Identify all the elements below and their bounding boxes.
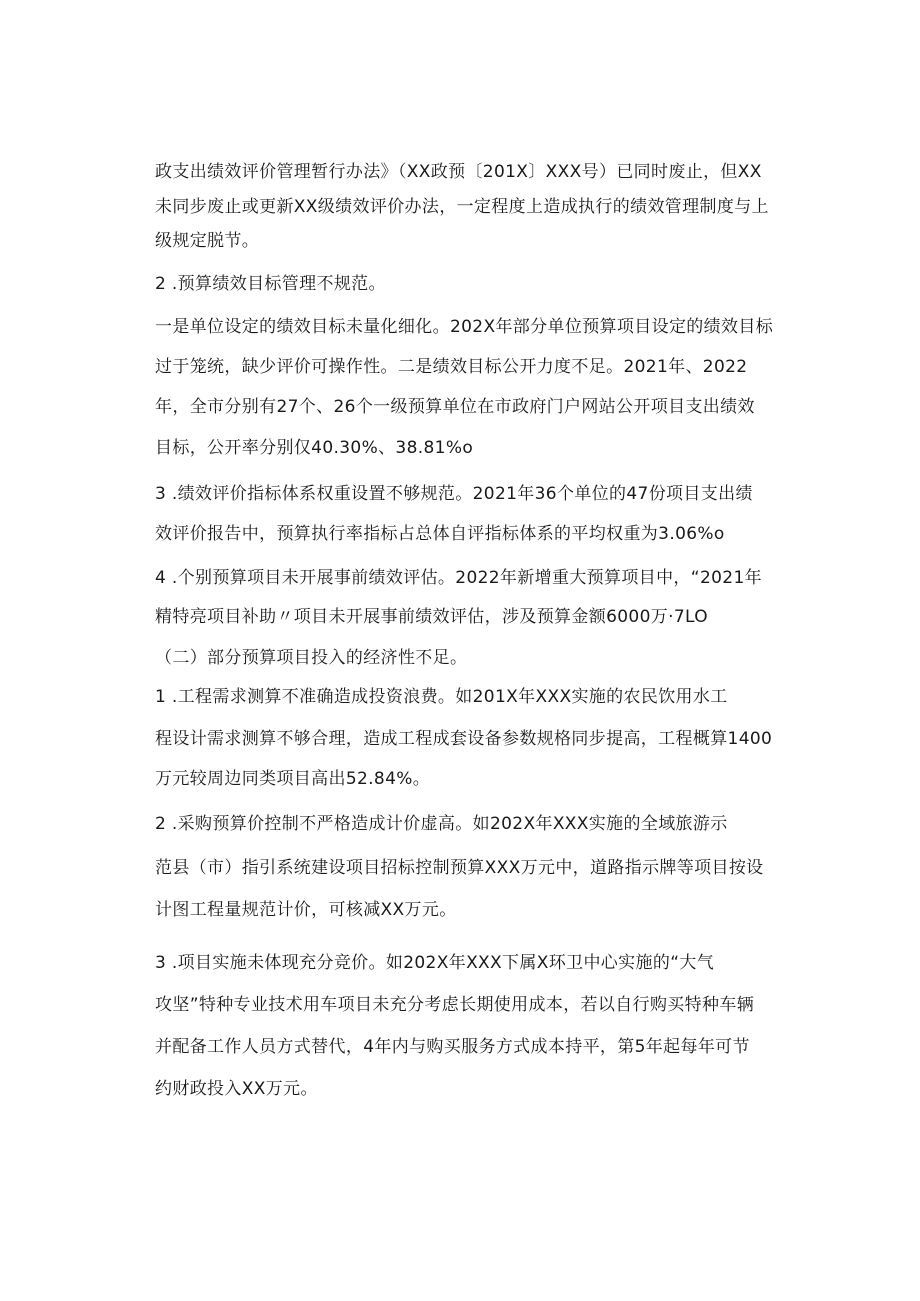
paragraph-line: 级规定脱节。	[155, 231, 260, 251]
paragraph-line: 1 .工程需求测算不准确造成投资浪费。如201X年XXX实施的农民饮用水工	[155, 687, 728, 707]
paragraph-line: 计图工程量规范计价，可核减XX万元。	[155, 900, 457, 920]
paragraph-line: 3 .绩效评价指标体系权重设置不够规范。2021年36个单位的47份项目支出绩	[155, 484, 753, 504]
paragraph-line: 年，全市分别有27个、26个一级预算单位在市政府门户网站公开项目支出绩效	[155, 397, 755, 417]
paragraph-line: 政支出绩效评价管理暂行办法》（XX政预〔201X〕XXX号）已同时废止，但XX	[155, 162, 762, 182]
paragraph-line: 3 .项目实施未体现充分竞价。如202X年XXX下属X环卫中心实施的“大气	[155, 953, 715, 973]
paragraph-line: 过于笼统，缺少评价可操作性。二是绩效目标公开力度不足。2021年、2022	[155, 357, 748, 377]
paragraph-line: 精特亮项目补助〃项目未开展事前绩效评估，涉及预算金额6000万·7LO	[155, 607, 708, 627]
paragraph-line: 4 .个别预算项目未开展事前绩效评估。2022年新增重大预算项目中，“2021年	[155, 568, 762, 588]
paragraph-line: 万元较周边同类项目高出52.84%。	[155, 769, 431, 789]
paragraph-line: 约财政投入XX万元。	[155, 1079, 318, 1099]
paragraph-line: 未同步废止或更新XX级绩效评价办法，一定程度上造成执行的绩效管理制度与上	[155, 197, 769, 217]
paragraph-line: 一是单位设定的绩效目标未量化细化。202X年部分单位预算项目设定的绩效目标	[155, 317, 774, 337]
paragraph-line: 并配备工作人员方式替代，4年内与购买服务方式成本持平，第5年起每年可节	[155, 1037, 750, 1057]
paragraph-line: 2 .采购预算价控制不严格造成计价虚高。如202X年XXX实施的全域旅游示	[155, 814, 728, 834]
section-heading: （二）部分预算项目投入的经济性不足。	[155, 648, 468, 668]
paragraph-line: 目标，公开率分别仅40.30%、38.81%o	[155, 438, 474, 458]
paragraph-line: 攻坚”特种专业技术用车项目未充分考虑长期使用成本，若以自行购买特种车辆	[155, 995, 755, 1015]
paragraph-line: 效评价报告中，预算执行率指标占总体自评指标体系的平均权重为3.06%o	[155, 524, 725, 544]
paragraph-line: 范县（市）指引系统建设项目招标控制预算XXX万元中，道路指示牌等项目按设	[155, 858, 764, 878]
paragraph-line: 程设计需求测算不够合理，造成工程成套设备参数规格同步提高，工程概算1400	[155, 729, 773, 749]
section-heading: 2 .预算绩效目标管理不规范。	[155, 274, 386, 294]
